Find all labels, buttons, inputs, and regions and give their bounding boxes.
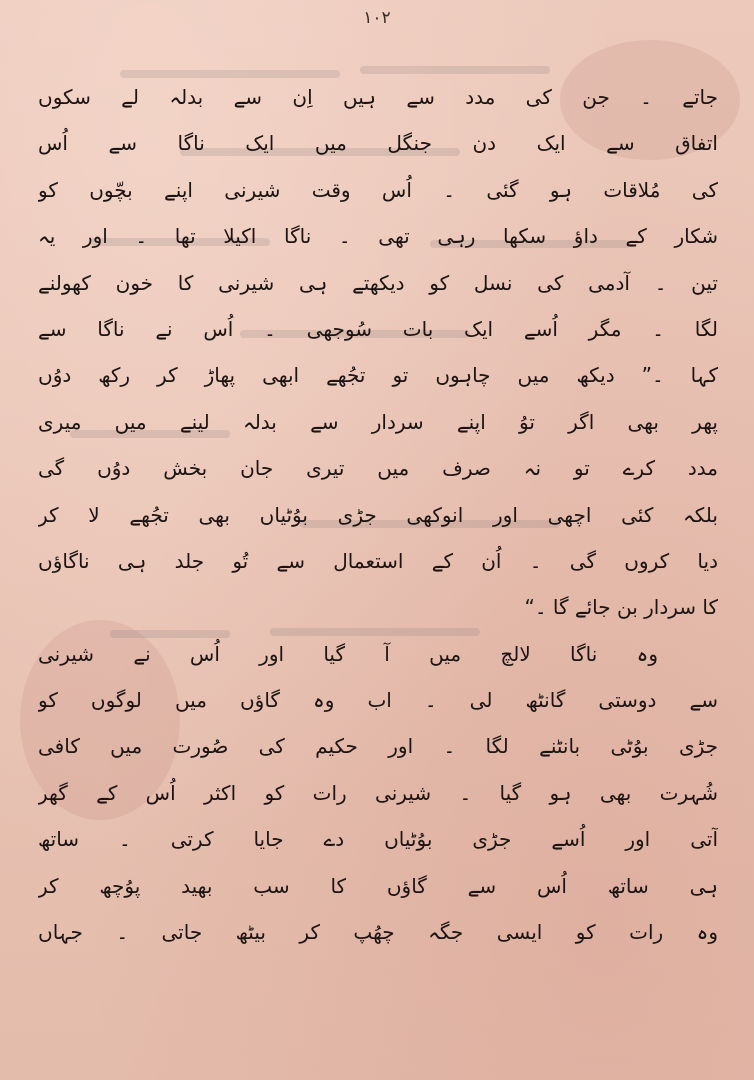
text-line: تین ۔ آدمی کی نسل کو دیکھتے ہی شیرنی کا خون کھولنے [38,270,718,295]
text-line: پھر بھی اگر توُ اپنے سردار سے بدلہ لینے میں میری [38,409,718,434]
text-line: جاتے ۔ جن کی مدد سے ہیں اِن سے بدلہ لے سکوں [38,85,718,109]
text-line: اتفاق سے ایک دن جنگل میں ایک ناگا سے اُس [38,131,718,156]
text-line: کا سردار بن جائے گا ۔“ [524,595,718,620]
text-line: کہا ۔” دیکھ میں چاہوں تو تجُھے ابھی پھاڑ کر رکھ دوُں [38,363,718,388]
page-number: ۱۰۲ [363,8,391,28]
text-line: ہی ساتھ اُس سے گاؤں کا سب بھید پوُچھ کر [38,873,718,898]
text-line: دیا کروں گی ۔ اُن کے استعمال سے تُو جلد ہی ناگاؤں [38,548,718,573]
text-line: شُہرت بھی ہو گیا ۔ شیرنی رات کو اکثر اُس کے گھر [38,780,718,805]
text-line: سے دوستی گانٹھ لی ۔ اب وہ گاؤں میں لوگوں کو [38,688,718,713]
body-text [38,74,718,955]
bleed-through-mark [360,66,550,74]
text-line: وہ رات کو ایسی جگہ چھُپ کر بیٹھ جاتی ۔ جہاں [38,920,718,945]
paragraph-start-line: وہ ناگا لالچ میں آ گیا اور اُس نے شیرنی [38,641,658,666]
text-line: جڑی بوُٹی بانٹنے لگا ۔ اور حکیم کی صُورت میں کافی [38,734,718,759]
text-line: بلکہ کئی اچھی اور انوکھی جڑی بوُٹیاں بھی تجُھے لا کر [38,502,718,527]
text-line: لگا ۔ مگر اُسے ایک بات سُوجھی ۔ اُس نے ناگا سے [38,316,718,341]
text-line: مدد کرے تو نہ صرف میں تیری جان بخش دوُں گی [38,456,718,481]
text-line: کی مُلاقات ہو گئی ۔ اُس وقت شیرنی اپنے بچّوں کو [38,177,718,202]
text-line: آتی اور اُسے جڑی بوُٹیاں دے جایا کرتی ۔ ساتھ [38,827,718,852]
text-line: شکار کے داؤ سکھا رہی تھی ۔ ناگا اکیلا تھا ۔ اور یہ [38,224,718,249]
